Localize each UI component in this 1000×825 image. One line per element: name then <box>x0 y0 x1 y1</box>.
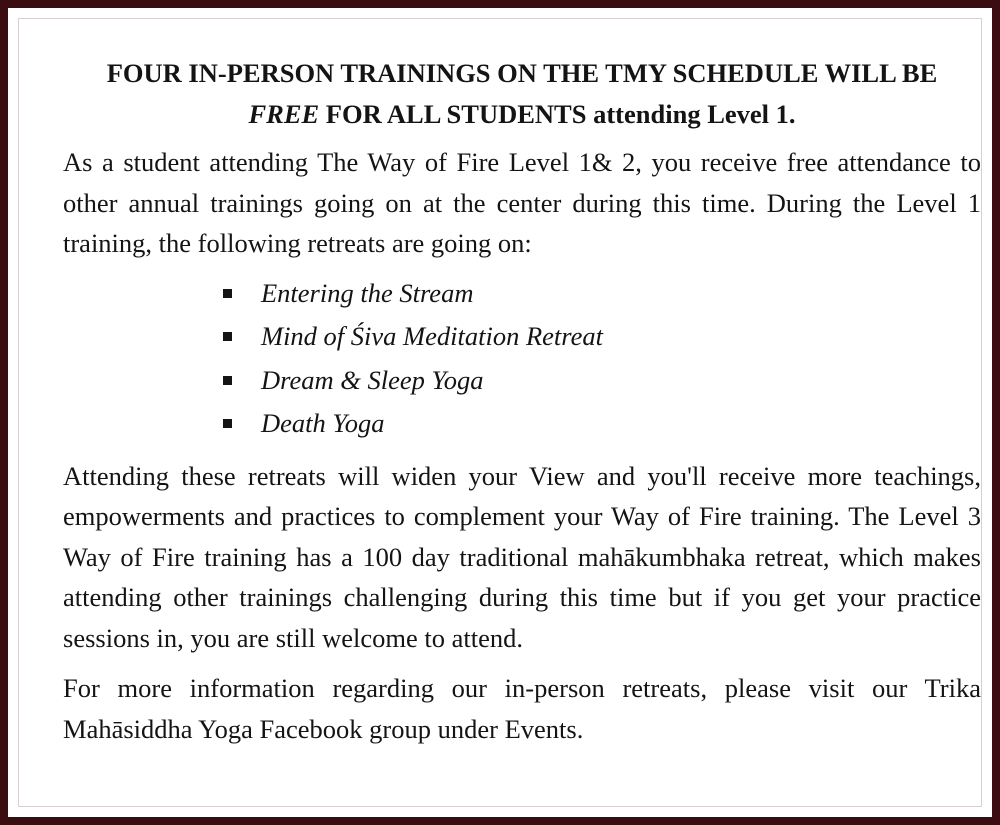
intro-paragraph: As a student attending The Way of Fire Level 1& 2, you receive free attendance to other annual trainings going on at the center during this time. During the Level 1 training, the following retreats are going on: <box>63 147 981 258</box>
benefits-paragraph: Attending these retreats will widen your View and you'll receive more teachings, empowerments and practices to complement your Way of Fire training. The Level 3 Way of Fire training has a 100 day traditional mahākumbhaka retreat, which makes attending other trainings challenging during this time but if you get your practice sessions in, you are still welcome to attend. <box>63 460 981 653</box>
heading-line-1: FOUR IN-PERSON TRAININGS ON THE TMY SCHEDULE WILL BE <box>106 58 938 88</box>
list-item <box>221 402 981 446</box>
square-bullet-icon <box>223 376 232 385</box>
square-bullet-icon <box>223 332 232 341</box>
info-paragraph: For more information regarding our in-person retreats, please visit our Trika Mahāsiddha Yoga Facebook group under Events. <box>63 673 981 744</box>
retreat-list <box>63 272 981 446</box>
heading-free-word: FREE <box>248 99 320 129</box>
heading-line-2: FOR ALL STUDENTS attending Level 1. <box>319 99 796 129</box>
retreat-name: Dream & Sleep Yoga <box>261 364 484 395</box>
notice-heading <box>63 53 981 135</box>
document-content <box>63 53 981 749</box>
retreat-name: Death Yoga <box>261 408 385 438</box>
retreat-name: Entering the Stream <box>261 277 474 308</box>
list-item <box>221 359 981 403</box>
square-bullet-icon <box>223 419 232 428</box>
list-item <box>221 272 981 316</box>
list-item <box>221 315 981 359</box>
square-bullet-icon <box>223 289 232 298</box>
retreat-name: Mind of Śiva Meditation Retreat <box>261 321 603 351</box>
document-panel <box>18 18 982 807</box>
